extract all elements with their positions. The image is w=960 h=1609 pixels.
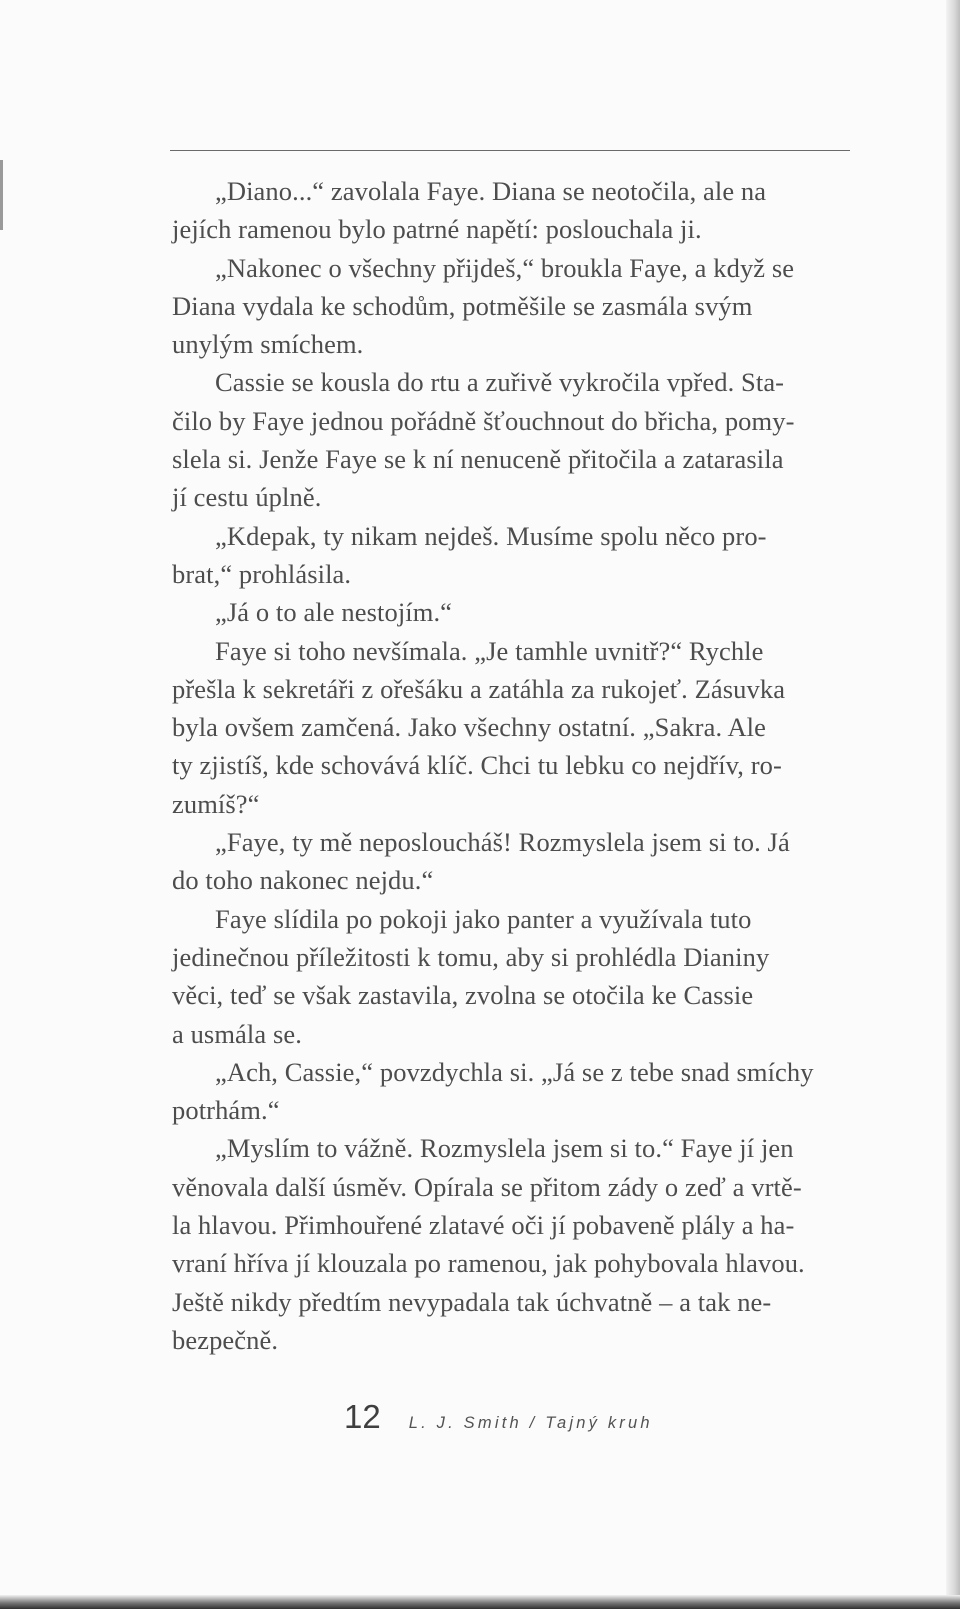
body-text [172, 172, 848, 1359]
paragraph: „Kdepak, ty nikam nejdeš. Musíme spolu něco pro- brat,“ prohlásila. [172, 520, 767, 589]
paragraph: Faye slídila po pokoji jako panter a využívala tuto jedinečnou příležitosti k tomu, aby si prohlédla Dianiny věci, teď se však zastavila, zvolna se otočila ke Cassie a usmála se. [172, 903, 770, 1049]
page-footer [344, 1398, 653, 1438]
scan-edge-bottom [0, 1595, 960, 1609]
scan-edge-right [946, 0, 960, 1609]
scan-edge-left [0, 160, 3, 230]
paragraph: „Ach, Cassie,“ povzdychla si. „Já se z tebe snad smíchy potrhám.“ [172, 1056, 814, 1126]
paragraph: „Nakonec o všechny přijdeš,“ broukla Faye, a když se Diana vydala ke schodům, potměšile se zasmála svým unylým smíchem. [172, 252, 795, 360]
paragraph: Cassie se kousla do rtu a zuřivě vykročila vpřed. Sta- čilo by Faye jednou pořádně šťouchnout do břicha, pomy- slela si. Jenže Faye se k ní nenuceně přitočila a zatarasila jí cestu úplně. [172, 367, 795, 513]
paragraph: „Diano...“ zavolala Faye. Diana se neotočila, ale na jejích ramenou bylo patrné napětí: poslouchala ji. [172, 176, 767, 245]
header-rule [170, 150, 850, 151]
page-number: 12 [344, 1398, 381, 1435]
paragraph: „Já o to ale nestojím.“ [215, 597, 453, 628]
paragraph: „Faye, ty mě neposloucháš! Rozmyslela jsem si to. Já do toho nakonec nejdu.“ [172, 827, 790, 896]
running-title: L. J. Smith / Tajný kruh [408, 1414, 653, 1432]
paragraph: „Myslím to vážně. Rozmyslela jsem si to.“ Faye jí jen věnovala další úsměv. Opírala se přitom zády o zeď a vrtě- la hlavou. Přimhouřené zlatavé oči jí pobaveně plály a ha- vraní hříva jí klouzala po ramenou, jak pohybovala hlavou. Ještě nikdy předtím nevypadala tak úchvatně – a tak ne- bezpečně. [172, 1133, 805, 1355]
paragraph: Faye si toho nevšímala. „Je tamhle uvnitř?“ Rychle přešla k sekretáři z ořešáku a zatáhla za rukojeť. Zásuvka byla ovšem zamčená. Jako všechny ostatní. „Sakra. Ale ty zjistíš, kde schovává klíč. Chci tu lebku co nejdřív, ro- zumíš?“ [172, 635, 786, 819]
